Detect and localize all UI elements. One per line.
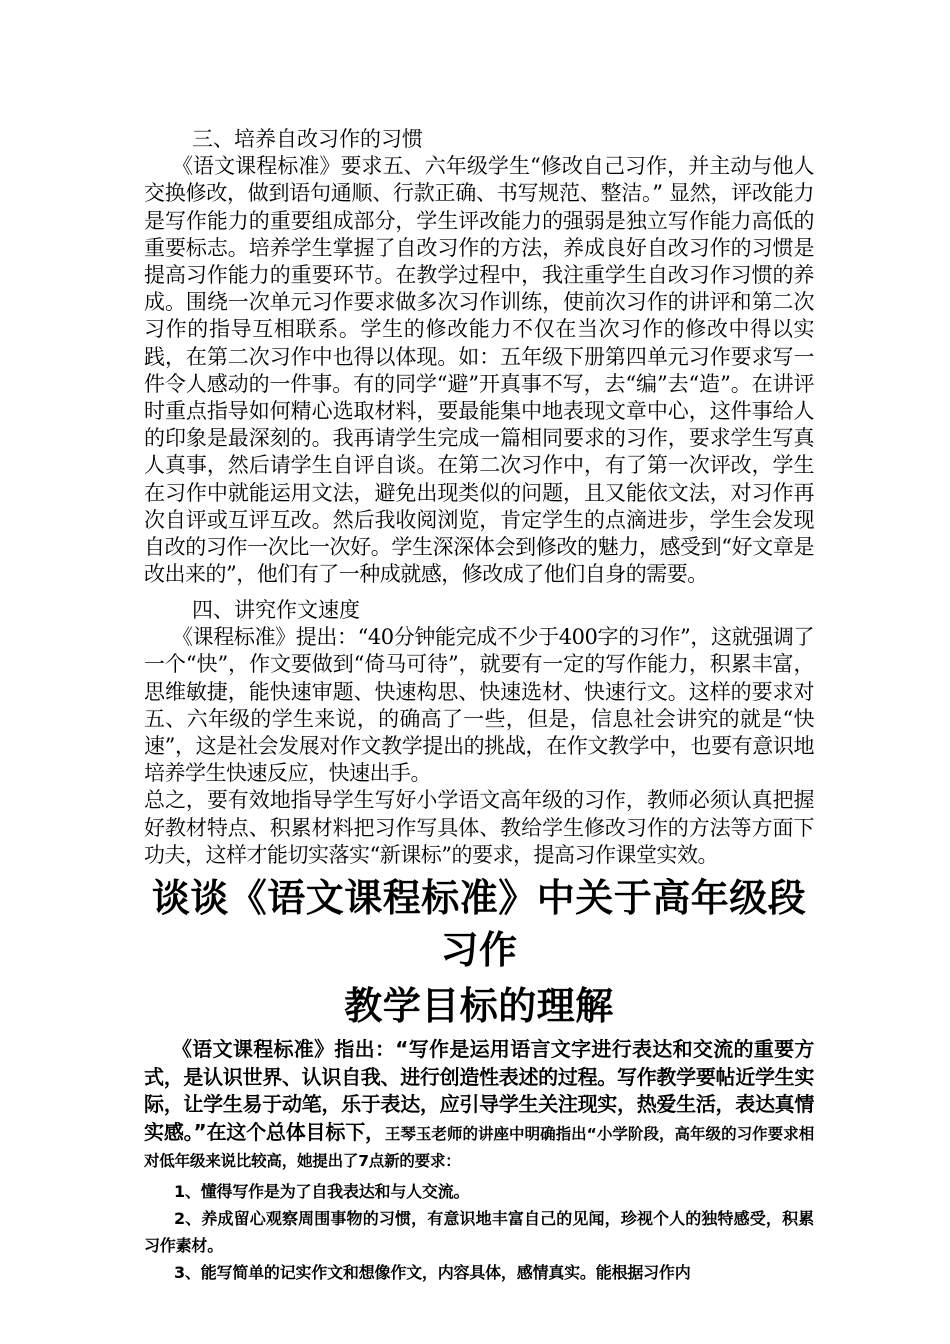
section-3 (144, 126, 814, 588)
section-4 (144, 597, 814, 869)
requirement-item: 1、懂得写作是为了自我表达和与人交流。 (174, 1181, 470, 1201)
article-intro-large: 《语文课程标准》指出：“写作是运用语言文字进行表达和交流的重要方式，是认识世界、认识自我、进行创造性表述的过程。写作教学要帖近学生实际，让学生易于动笔，乐于表达，应引导学生关注现实，热爱生活，表达真情实感。”在这个总体目标下， (144, 1037, 814, 1144)
section-4-paragraph: 《课程标准》提出：“40分钟能完成不少于400字的习作”，这就强调了一个“快”，作文要做到“倚马可待”，就要有一定的写作能力，积累丰富，思维敏捷，能快速审题、快速构思、快速选材、快速行文。这样的要求对五、六年级的学生来说，的确高了一些，但是，信息社会讲究的就是“快速”，这是社会发展对作文教学提出的挑战，在作文教学中，也要有意识地培养学生快速反应，快速出手。 (144, 625, 814, 786)
requirement-item: 2、养成留心观察周围事物的习惯，有意识地丰富自己的见闻，珍视个人的独特感受，积累习作素材。 (144, 1208, 814, 1255)
article-title-line-2: 教学目标的理解 (344, 984, 614, 1028)
requirement-item: 3、能写简单的记实作文和想像作文，内容具体，感情真实。能根据习作内 (174, 1262, 691, 1282)
section-4-heading: 四、讲究作文速度 (192, 598, 360, 622)
article-intro-small: 王琴玉老师的讲座中明确指出“小学阶段，高年级的习作要求相对低年级来说比较高，她提出了7点新的要求： (144, 1124, 814, 1170)
article (144, 872, 814, 1286)
article-intro (144, 1036, 814, 1174)
conclusion-paragraph: 总之，要有效地指导学生写好小学语文高年级的习作，教师必须认真把握好教材特点、积累材料把习作写具体、教给学生修改习作的方法等方面下功夫，这样才能切实落实“新课标”的要求，提高习作课堂实效。 (144, 788, 814, 867)
article-title-line-1: 谈谈《语文课程标准》中关于高年级段习作 (151, 876, 807, 972)
section-3-paragraph: 《语文课程标准》要求五、六年级学生“修改自己习作，并主动与他人交换修改，做到语句通顺、行款正确、书写规范、整洁。” 显然，评改能力是写作能力的重要组成部分，学生评改能力的强弱是独立写作能力高低的重要标志。培养学生掌握了自改习作的方法，养成良好自改习作的习惯是提高习作能力的重要环节。在教学过程中，我注重学生自改习作习惯的养成。围绕一次单元习作要求做多次习作训练，使前次习作的讲评和第二次习作的指导互相联系。学生的修改能力不仅在当次习作的修改中得以实践，在第二次习作中也得以体现。如：五年级下册第四单元习作要求写一件令人感动的一件事。有的同学“避”开真事不写，去“编”去“造”。在讲评时重点指导如何精心选取材料，要最能集中地表现文章中心，这件事给人的印象是最深刻的。我再请学生完成一篇相同要求的习作，要求学生写真人真事，然后请学生自评自谈。在第二次习作中，有了第一次评改，学生在习作中就能运用文法，避免出现类似的问题，且又能依文法，对习作再次自评或互评互改。然后我收阅浏览，肯定学生的点滴进步，学生会发现自改的习作一次比一次好。学生深深体会到修改的魅力，感受到“好文章是改出来的”，他们有了一种成就感，修改成了他们自身的需要。 (144, 154, 814, 587)
section-3-heading: 三、培养自改习作的习惯 (192, 127, 423, 151)
